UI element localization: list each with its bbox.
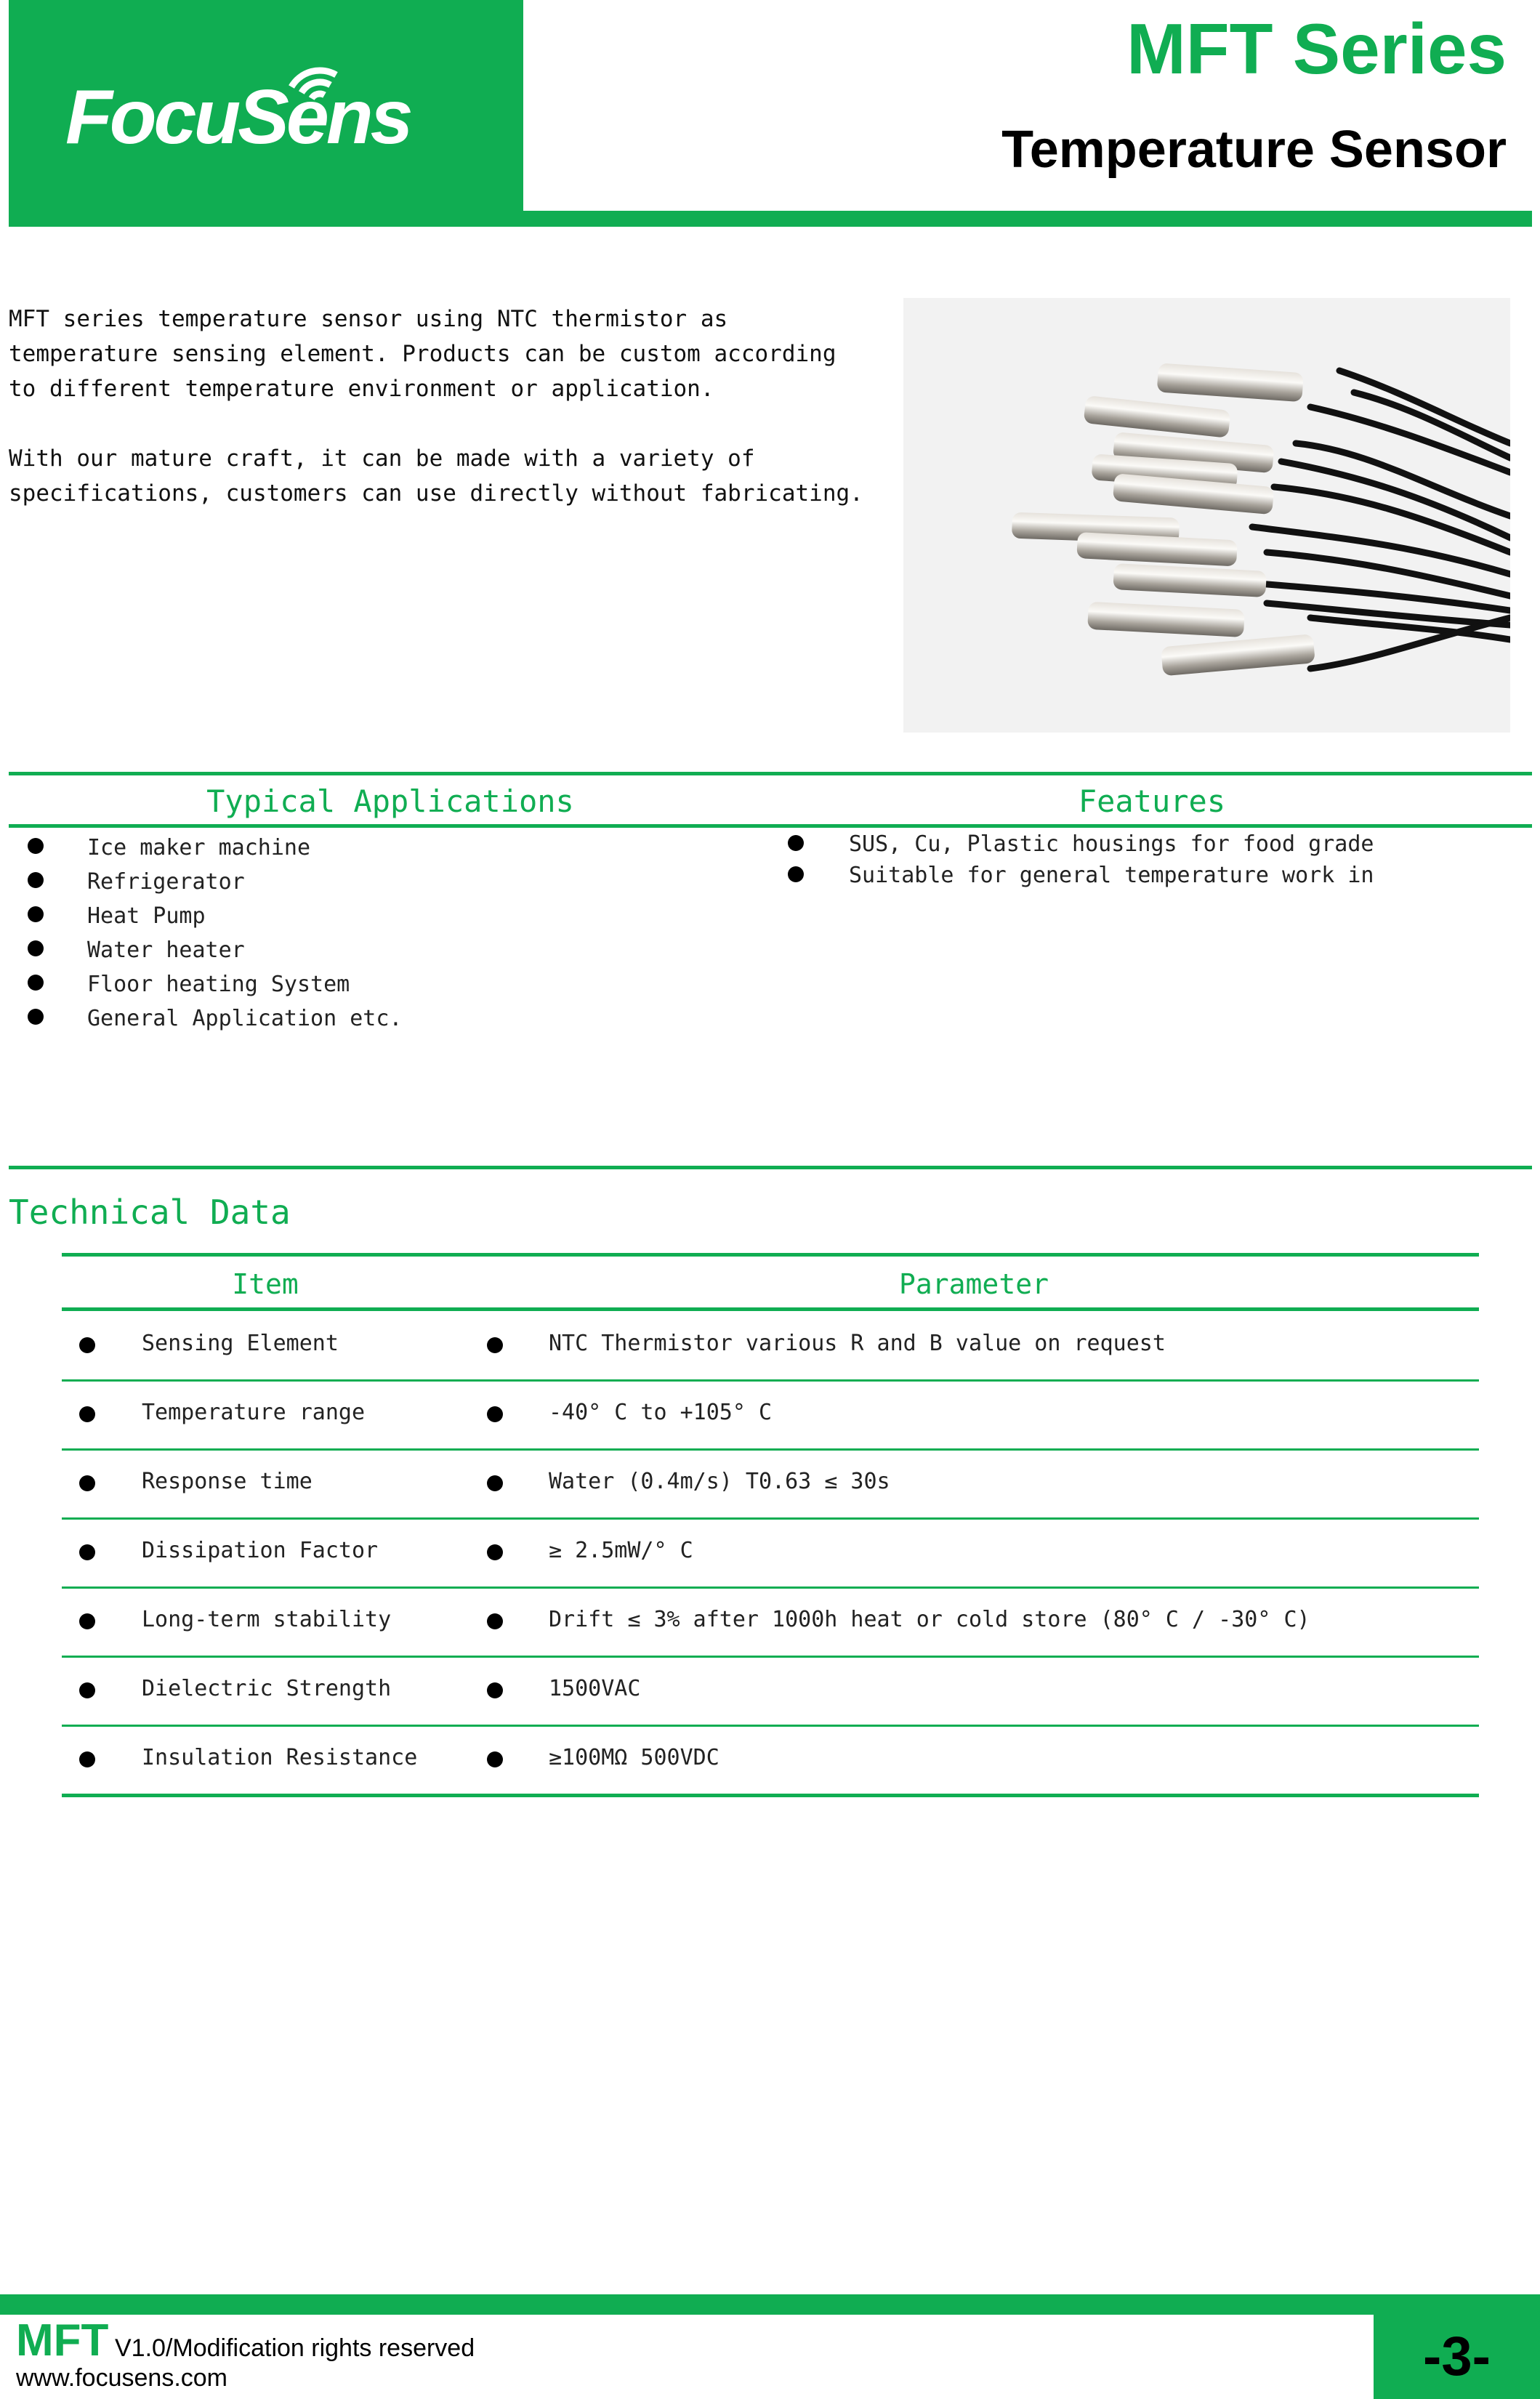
row-parameter: -40° C to +105° C [549,1400,773,1425]
row-parameter: ≥100MΩ 500VDC [549,1745,719,1770]
row-item: Sensing Element [142,1331,339,1356]
page-number: -3- [1423,2326,1491,2387]
footer-url[interactable]: www.focusens.com [16,2364,227,2392]
row-item: Dissipation Factor [142,1538,379,1563]
bullet-icon [28,940,44,956]
bullet-icon [487,1475,503,1491]
bullet-icon [28,838,44,854]
technical-data-title: Technical Data [9,1193,291,1232]
bullet-icon [788,866,804,882]
bullet-icon [487,1337,503,1353]
column-header-parameter: Parameter [899,1268,1049,1300]
intro-paragraph-2: With our mature craft, it can be made with a variety of specifications, customers can use directly without fabricating. [9,445,863,507]
footer-version: V1.0/Modification rights reserved [115,2334,475,2362]
table-bottom-rule [62,1794,1479,1797]
list-item: SUS, Cu, Plastic housings for food grade [778,828,1504,860]
table-row [62,1657,1479,1726]
bullet-icon [79,1475,95,1491]
row-item: Dielectric Strength [142,1676,392,1701]
bullet-icon [487,1751,503,1767]
row-item: Insulation Resistance [142,1745,418,1770]
page-subtitle: Temperature Sensor [1001,121,1507,179]
bullet-icon [487,1406,503,1422]
table-row [62,1519,1479,1588]
bullet-icon [28,975,44,991]
row-item: Long-term stability [142,1607,392,1632]
bullet-icon [79,1751,95,1767]
applications-heading: Typical Applications [206,783,574,819]
table-header-rule [62,1307,1479,1311]
table-row [62,1450,1479,1519]
table-row [62,1312,1479,1381]
section-rule-top [9,772,1532,775]
bullet-icon [487,1544,503,1560]
signal-waves-icon [280,52,360,118]
intro-paragraph-1: MFT series temperature sensor using NTC thermistor as temperature sensing element. Products can be custom according to different temperature environment or application. [9,306,836,402]
bullet-icon [487,1613,503,1629]
column-header-item: Item [232,1268,299,1300]
bullet-icon [788,835,804,851]
brand-logo: FocuSens [65,74,411,160]
bullet-icon [28,1009,44,1025]
list-item: Floor heating System [9,967,735,1001]
list-item: Water heater [9,933,735,967]
series-title: MFT Series [1126,9,1507,89]
bullet-icon [79,1406,95,1422]
product-photo [903,298,1510,733]
list-item: Suitable for general temperature work in [778,860,1504,891]
section-rule-bottom [9,824,1532,828]
bullet-icon [79,1337,95,1353]
bullet-icon [79,1544,95,1560]
row-parameter: ≥ 2.5mW/° C [549,1538,693,1563]
bullet-icon [487,1682,503,1698]
list-item: General Application etc. [9,1001,735,1036]
row-parameter: Water (0.4m/s) T0.63 ≤ 30s [549,1469,890,1494]
table-top-rule [62,1253,1479,1257]
table-row [62,1381,1479,1450]
row-parameter: Drift ≤ 3% after 1000h heat or cold store (80° C / -30° C) [549,1607,1310,1632]
table-row [62,1588,1479,1657]
bullet-icon [79,1682,95,1698]
list-item: Ice maker machine [9,831,735,865]
row-parameter: 1500VAC [549,1676,641,1701]
applications-list [9,831,735,1036]
features-list [778,828,1504,891]
footer-series: MFT [16,2315,109,2366]
table-row [62,1726,1479,1795]
footer-bar [0,2294,1540,2315]
row-item: Response time [142,1469,313,1494]
row-parameter: NTC Thermistor various R and B value on request [549,1331,1166,1356]
intro-text [9,302,881,546]
row-item: Temperature range [142,1400,366,1425]
bullet-icon [28,872,44,888]
technical-rule [9,1166,1532,1169]
bullet-icon [28,906,44,922]
list-item: Heat Pump [9,899,735,933]
header-divider [9,211,1532,227]
list-item: Refrigerator [9,865,735,899]
features-heading: Features [1078,783,1226,819]
bullet-icon [79,1613,95,1629]
